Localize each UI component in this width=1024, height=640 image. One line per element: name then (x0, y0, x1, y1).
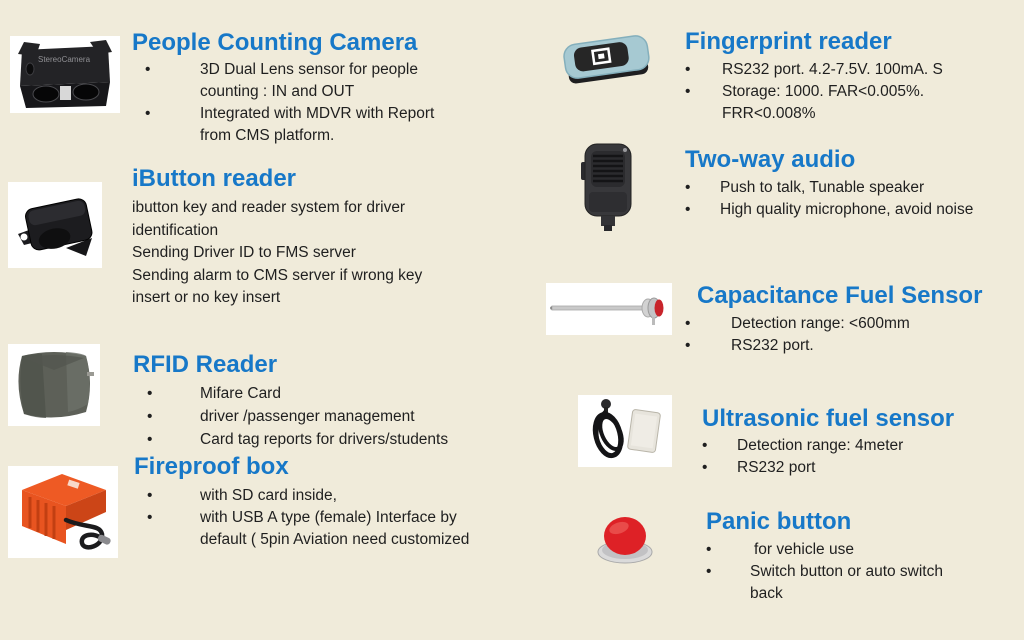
bullet-text: Detection range: 4meter (737, 437, 904, 454)
ultrasonic-fuel-sensor-bullets (702, 435, 987, 479)
panic-button-bullets (706, 539, 982, 605)
bullet-dot (145, 103, 200, 125)
ultrasonic-fuel-sensor-photo (578, 395, 672, 467)
fingerprint-reader-image (557, 30, 657, 92)
bullet-dot (706, 539, 750, 561)
bullet-item (685, 81, 972, 125)
bullet-item (147, 428, 500, 451)
bullet-dot (685, 81, 722, 103)
product-title-panic-button: Panic button (706, 508, 852, 535)
rfid-reader-bullets (147, 382, 500, 451)
bullet-text: 3D Dual Lens sensor for people counting : IN and OUT (200, 61, 418, 100)
product-title-fireproof-box: Fireproof box (134, 453, 289, 480)
rfid-reader-image (8, 344, 100, 426)
bullet-dot (685, 313, 731, 335)
two-way-audio-bullets (685, 177, 1024, 221)
capacitance-fuel-sensor-image (546, 283, 672, 335)
bullet-dot (685, 177, 720, 199)
ultrasonic-fuel-sensor-image (578, 395, 672, 467)
ibutton-reader-photo (8, 182, 102, 268)
bullet-dot (147, 485, 200, 507)
bullet-text: High quality microphone, avoid noise (720, 201, 974, 218)
bullet-text: Card tag reports for drivers/students (200, 431, 449, 448)
bullet-item (145, 103, 445, 147)
bullet-dot (685, 199, 720, 221)
ibutton-reader-image (8, 182, 102, 268)
bullet-text: with USB A type (female) Interface by default ( 5pin Aviation need customized (200, 509, 470, 548)
ibutton-reader-lines (132, 197, 462, 310)
bullet-item (685, 335, 981, 357)
fireproof-box-photo (8, 466, 118, 558)
bullet-item (147, 405, 500, 428)
bullet-text: for vehicle use (754, 541, 854, 558)
two-way-audio-photo (578, 140, 638, 232)
bullet-item (685, 59, 972, 81)
bullet-text: RS232 port. (731, 337, 814, 354)
bullet-item (685, 199, 1024, 221)
fingerprint-reader-photo (557, 30, 657, 92)
product-title-capacitance-fuel-sensor: Capacitance Fuel Sensor (697, 282, 983, 309)
bullet-text: Detection range: <600mm (731, 315, 910, 332)
bullet-dot (685, 335, 731, 357)
description-line: Sending Driver ID to FMS server (132, 244, 356, 261)
rfid-reader-photo (8, 344, 100, 426)
bullet-dot (147, 507, 200, 529)
camera-label: StereoCamera (38, 55, 91, 64)
people-counting-camera-bullets (145, 59, 445, 147)
bullet-dot (702, 435, 737, 457)
fireproof-box-image (8, 466, 118, 558)
bullet-item (685, 313, 981, 335)
bullet-text: Mifare Card (200, 385, 281, 402)
bullet-dot (147, 382, 200, 405)
product-title-rfid-reader: RFID Reader (133, 351, 278, 378)
bullet-dot (147, 428, 200, 451)
product-title-fingerprint-reader: Fingerprint reader (685, 28, 892, 55)
capacitance-fuel-sensor-bullets (685, 313, 981, 357)
people-counting-camera-image (10, 36, 120, 113)
two-way-audio-image (578, 140, 638, 232)
capacitance-fuel-sensor-photo (546, 283, 672, 335)
bullet-item (702, 457, 987, 479)
bullet-item (685, 177, 1024, 199)
bullet-text: RS232 port (737, 459, 816, 476)
description-line: ibutton key and reader system for driver identification (132, 199, 406, 239)
bullet-dot (145, 59, 200, 81)
bullet-item (702, 435, 987, 457)
bullet-dot (706, 561, 750, 583)
bullet-text: Storage: 1000. FAR<0.005%. FRR<0.008% (722, 83, 925, 122)
product-title-two-way-audio: Two-way audio (685, 146, 856, 173)
bullet-item (706, 539, 982, 561)
bullet-dot (702, 457, 737, 479)
bullet-text: Push to talk, Tunable speaker (720, 179, 925, 196)
bullet-dot (685, 59, 722, 81)
bullet-item (147, 382, 500, 405)
fireproof-box-bullets (147, 485, 490, 551)
bullet-text: with SD card inside, (200, 487, 337, 504)
product-title-ultrasonic-fuel-sensor: Ultrasonic fuel sensor (702, 405, 955, 432)
bullet-item (147, 485, 490, 507)
panic-button-image (596, 513, 654, 565)
bullet-dot (147, 405, 200, 428)
panic-button-photo (596, 513, 654, 565)
description-line: Sending alarm to CMS server if wrong key insert or no key insert (132, 266, 423, 306)
bullet-item (147, 507, 490, 551)
product-title-ibutton-reader: iButton reader (132, 165, 297, 192)
bullet-item (706, 561, 982, 605)
fingerprint-reader-bullets (685, 59, 972, 125)
bullet-item (145, 59, 445, 103)
people-counting-camera-photo (10, 36, 120, 113)
bullet-text: RS232 port. 4.2-7.5V. 100mA. S (722, 61, 943, 78)
product-title-people-counting-camera: People Counting Camera (132, 29, 418, 56)
bullet-text: Switch button or auto switch back (750, 563, 943, 602)
bullet-text: driver /passenger management (200, 408, 415, 425)
bullet-text: Integrated with MDVR with Report from CMS platform. (200, 105, 435, 144)
